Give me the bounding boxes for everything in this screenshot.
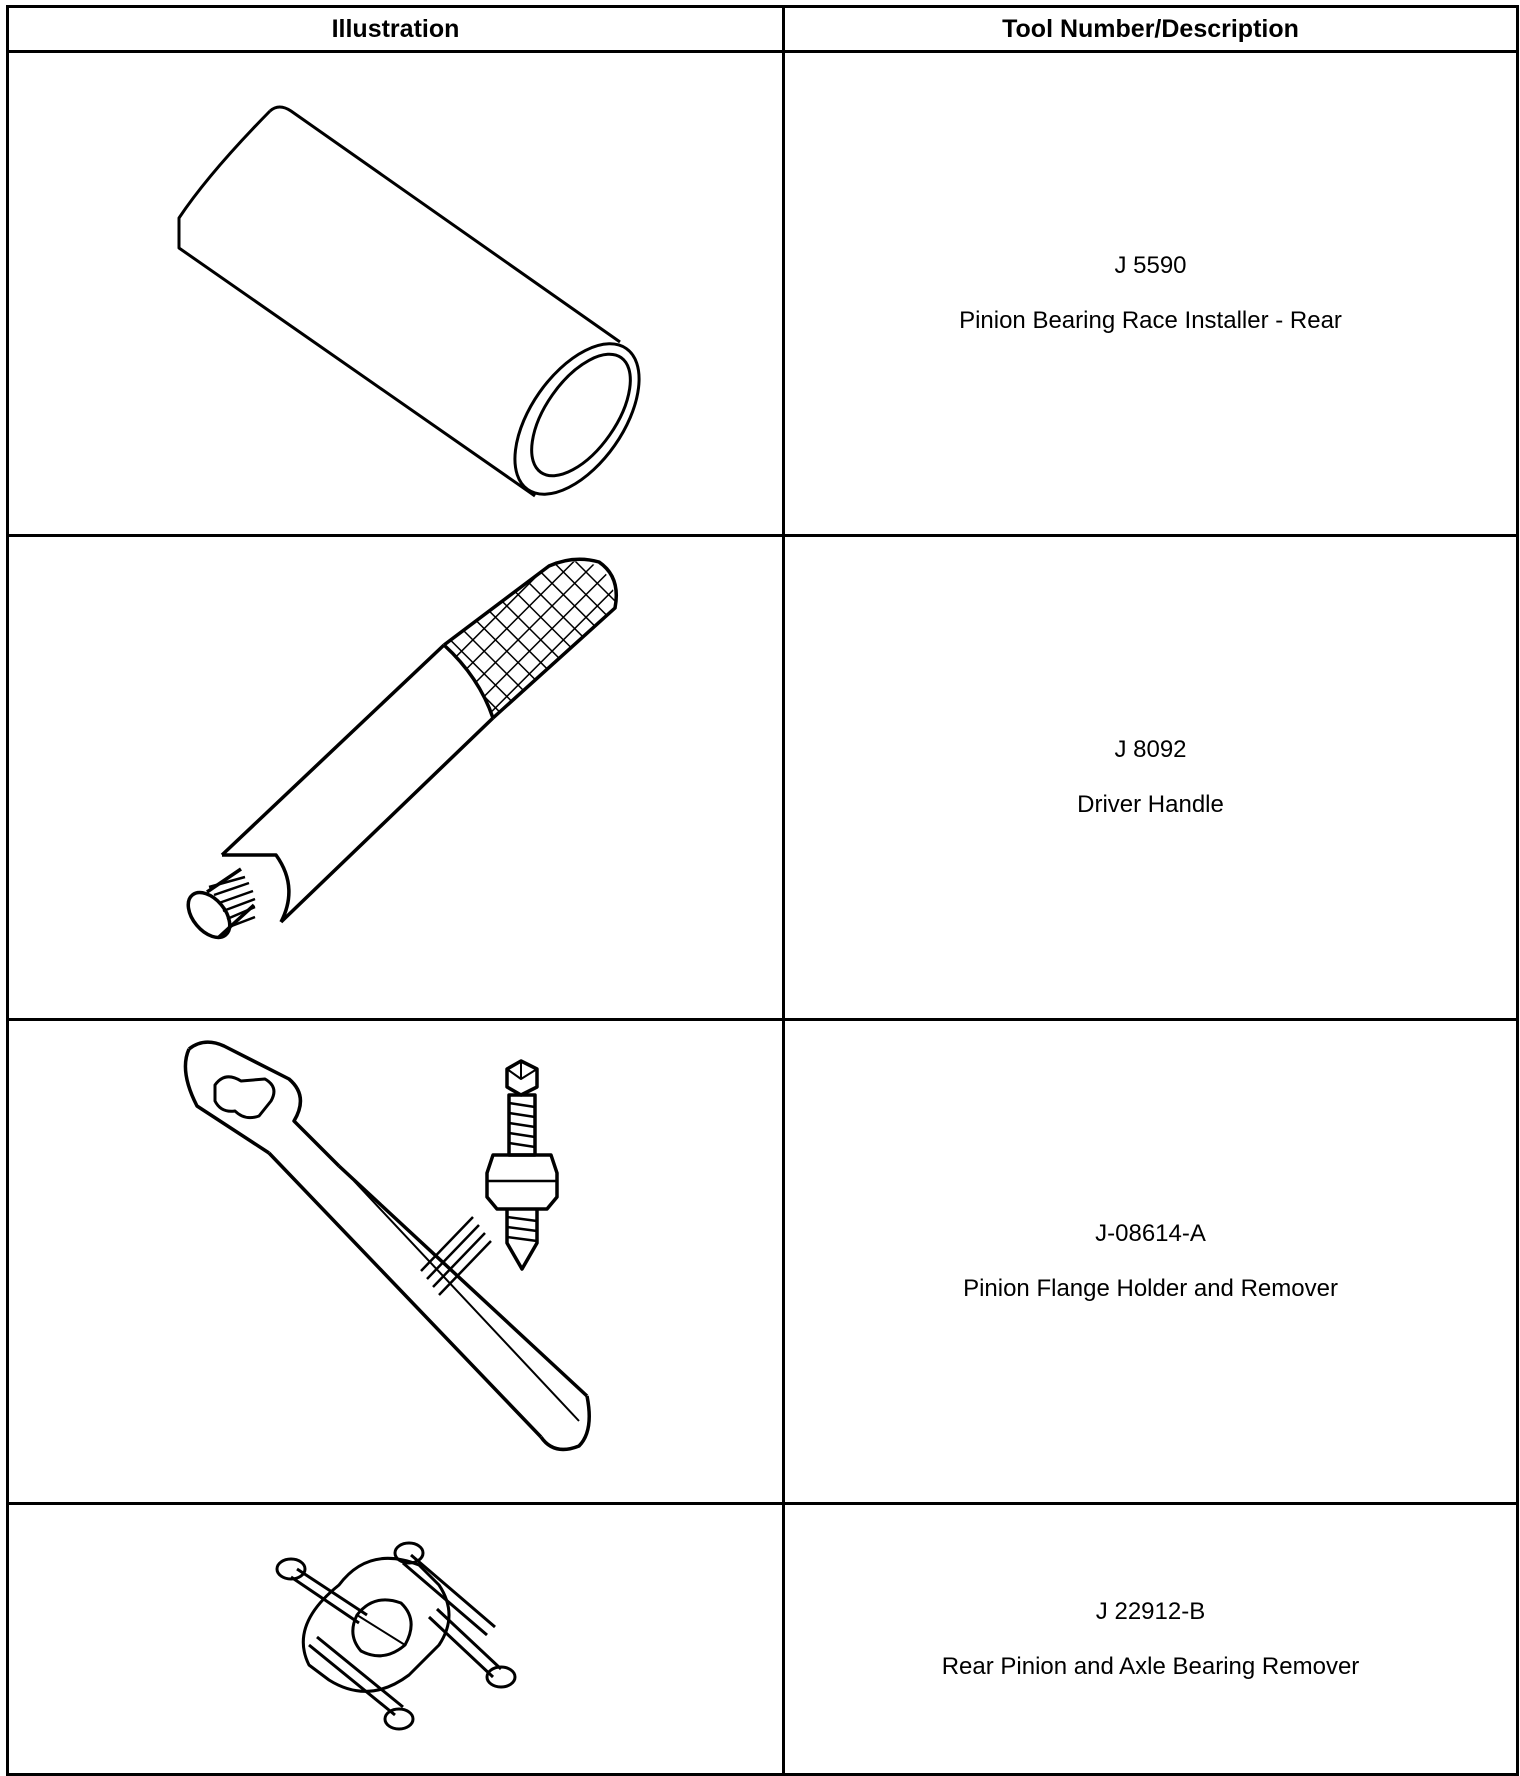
illustration-cell [8, 1504, 784, 1775]
description-cell [784, 1020, 1518, 1504]
tool-description: Pinion Bearing Race Installer - Rear [959, 307, 1342, 334]
description-cell [784, 52, 1518, 536]
tool-number: J 5590 [1114, 252, 1187, 279]
table-row [8, 1504, 1518, 1775]
tool-description: Rear Pinion and Axle Bearing Remover [941, 1652, 1360, 1680]
tool-description: Pinion Flange Holder and Remover [963, 1275, 1338, 1302]
tool-description: Driver Handle [1077, 791, 1224, 818]
tool-number: J 8092 [1114, 736, 1187, 763]
tool-number: J-08614-A [1095, 1220, 1206, 1247]
header-illustration: Illustration [8, 7, 784, 52]
illustration-cell [8, 1020, 784, 1504]
flange-holder-wrench-and-forcing-screw-icon [9, 1021, 785, 1502]
illustration-cell [8, 52, 784, 536]
description-cell [784, 1504, 1518, 1775]
tool-number: J 22912-B [1095, 1597, 1206, 1625]
cylinder-race-installer-icon [9, 53, 785, 534]
table-row [8, 536, 1518, 1020]
bearing-separator-clamp-icon [9, 1505, 785, 1773]
illustration-cell [8, 536, 784, 1020]
table-row [8, 1020, 1518, 1504]
special-tools-table [6, 5, 1519, 1776]
header-tool-number-description: Tool Number/Description [784, 7, 1518, 52]
header-row [8, 7, 1518, 52]
knurled-driver-handle-icon [9, 537, 785, 1018]
table-row [8, 52, 1518, 536]
description-cell [784, 536, 1518, 1020]
